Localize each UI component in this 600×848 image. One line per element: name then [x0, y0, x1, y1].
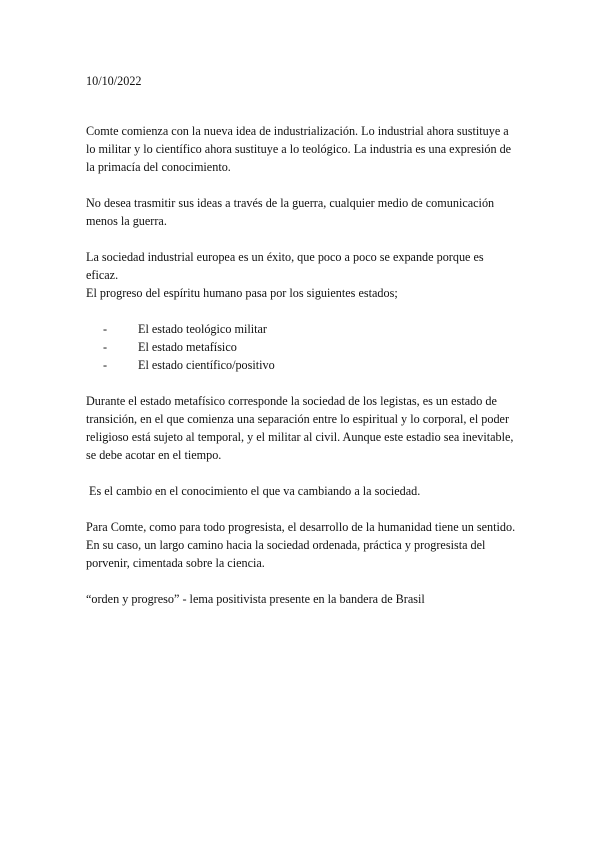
list-dash: -: [103, 322, 108, 336]
list-item-text: El estado científico/positivo: [138, 358, 275, 372]
states-list: [86, 320, 516, 374]
paragraph-industrial-society: La sociedad industrial europea es un éxito, que poco a poco se expande porque es eficaz.: [86, 250, 484, 282]
paragraph-war: No desea trasmitir sus ideas a través de la guerra, cualquier medio de comunicación menos la guerra.: [86, 196, 495, 228]
paragraph-knowledge-change: Es el cambio en el conocimiento el que va cambiando a la sociedad.: [89, 484, 421, 498]
list-item-text: El estado metafísico: [138, 340, 237, 354]
document-page: [86, 72, 516, 626]
list-dash: -: [103, 340, 108, 354]
paragraph-industrialization: Comte comienza con la nueva idea de industrialización. Lo industrial ahora sustituye a lo militar y lo científico ahora sustituye a lo teológico. La industria es una expresión de la primacía del conocimiento.: [86, 124, 512, 174]
list-item: [103, 356, 516, 374]
paragraph-progressivism: Para Comte, como para todo progresista, el desarrollo de la humanidad tiene un sentido. En su caso, un largo camino hacia la sociedad ordenada, práctica y progresista del porvenir, cimentada sobre la ciencia.: [86, 520, 516, 570]
paragraph-motto: “orden y progreso” - lema positivista presente en la bandera de Brasil: [86, 592, 425, 606]
list-item: [103, 320, 516, 338]
list-item: [103, 338, 516, 356]
document-date: 10/10/2022: [86, 74, 142, 88]
list-item-text: El estado teológico militar: [138, 322, 267, 336]
list-dash: -: [103, 358, 108, 372]
paragraph-progress-intro: El progreso del espíritu humano pasa por los siguientes estados;: [86, 286, 398, 300]
paragraph-metaphysical: Durante el estado metafísico corresponde la sociedad de los legistas, es un estado de transición, en el que comienza una separación entre lo espiritual y lo corporal, el poder religioso está sujeto al temporal, y el militar al civil. Aunque este estadio sea inevitable, se debe acotar en el tiempo.: [86, 394, 514, 462]
